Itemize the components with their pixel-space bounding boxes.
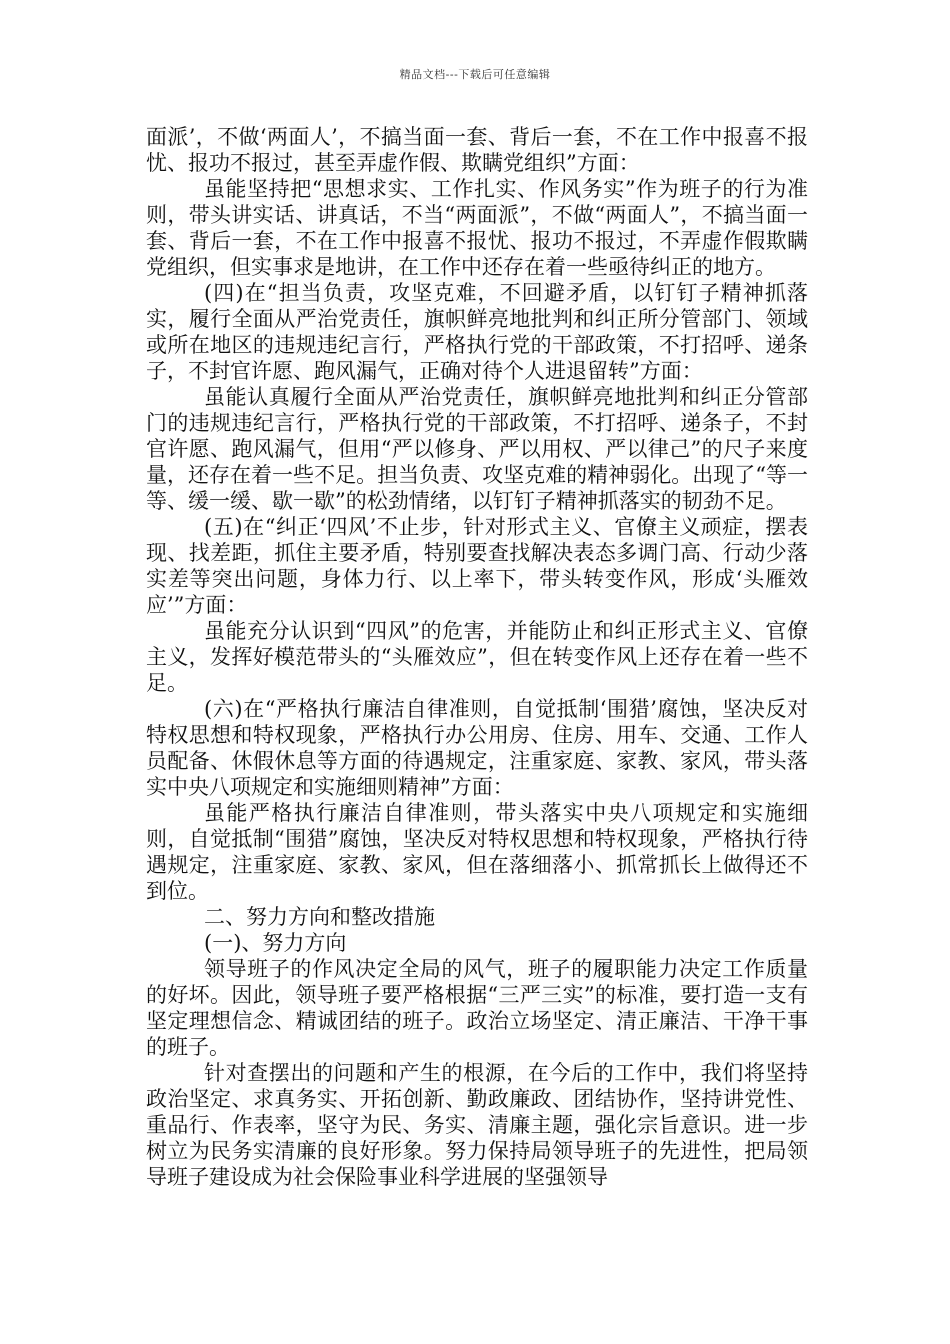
- section-heading-4: (四)在“担当负责，攻坚克难，不回避矛盾，以钉钉子精神抓落实，履行全面从严治党责任，旗帜鲜亮地批判和纠正所分管部门、领域或所在地区的违规违纪言行，严格执行党的干部政策，不打招呼、递条子，不封官许愿、跑风漏气，正确对待个人进退留转”方面：: [146, 281, 808, 383]
- paragraph-8: 虽能严格执行廉洁自律准则，带头落实中央八项规定和实施细则，自觉抵制“围猎”腐蚀，坚决反对特权思想和特权现象，严格执行待遇规定，注重家庭、家教、家风，但在落细落小、抓常抓长上做得还不到位。: [146, 801, 808, 903]
- page-header-watermark: 精品文档---下载后可任意编辑: [399, 68, 551, 81]
- section-heading-6: (六)在“严格执行廉洁自律准则，自觉抵制‘围猎’腐蚀，坚决反对特权思想和特权现象，严格执行办公用房、住房、用车、交通、工作人员配备、休假休息等方面的待遇规定，注重家庭、家教、家风，带头落实中央八项规定和实施细则精神”方面：: [146, 697, 808, 799]
- chapter-heading-2: 二、努力方向和整改措施: [204, 905, 435, 929]
- subheading-effort-direction: (一)、努力方向: [204, 931, 347, 955]
- document-body: [146, 124, 808, 1190]
- paragraph-2: 虽能坚持把“思想求实、工作扎实、作风务实”作为班子的行为准则，带头讲实话、讲真话，不当“两面派”，不做“两面人”，不搞当面一套、背后一套，不在工作中报喜不报忧、报功不报过，不弄虚作假欺瞒党组织，但实事求是地讲，在工作中还存在着一些亟待纠正的地方。: [146, 177, 808, 279]
- paragraph-6: 虽能充分认识到“四风”的危害，并能防止和纠正形式主义、官僚主义，发挥好模范带头的“头雁效应”，但在转变作风上还存在着一些不足。: [146, 619, 808, 695]
- paragraph-1: 面派’，不做‘两面人’，不搞当面一套、背后一套，不在工作中报喜不报忧、报功不报过，甚至弄虚作假、欺瞒党组织”方面：: [146, 125, 808, 175]
- paragraph-4: 虽能认真履行全面从严治党责任，旗帜鲜亮地批判和纠正分管部门的违规违纪言行，严格执行党的干部政策，不打招呼、递条子，不封官许愿、跑风漏气，但用“严以修身、严以用权、严以律己”的尺子来度量，还存在着一些不足。担当负责、攻坚克难的精神弱化。出现了“等一等、缓一缓、歇一歇”的松劲情绪，以钉钉子精神抓落实的韧劲不足。: [146, 385, 808, 513]
- section-heading-5: (五)在“纠正‘四风’不止步，针对形式主义、官僚主义顽症，摆表现、找差距，抓住主要矛盾，特别要查找解决表态多调门高、行动少落实差等突出问题，身体力行、以上率下，带头转变作风，形成‘头雁效应’”方面：: [146, 515, 808, 617]
- paragraph-11: 领导班子的作风决定全局的风气，班子的履职能力决定工作质量的好坏。因此，领导班子要严格根据“三严三实”的标准，要打造一支有坚定理想信念、精诚团结的班子。政治立场坚定、清正廉洁、干净干事的班子。: [146, 957, 808, 1059]
- paragraph-12: 针对查摆出的问题和产生的根源，在今后的工作中，我们将坚持政治坚定、求真务实、开拓创新、勤政廉政、团结协作，坚持讲党性、重品行、作表率，坚守为民、务实、清廉主题，强化宗旨意识。进一步树立为民务实清廉的良好形象。努力保持局领导班子的先进性，把局领导班子建设成为社会保险事业科学进展的坚强领导: [146, 1061, 808, 1189]
